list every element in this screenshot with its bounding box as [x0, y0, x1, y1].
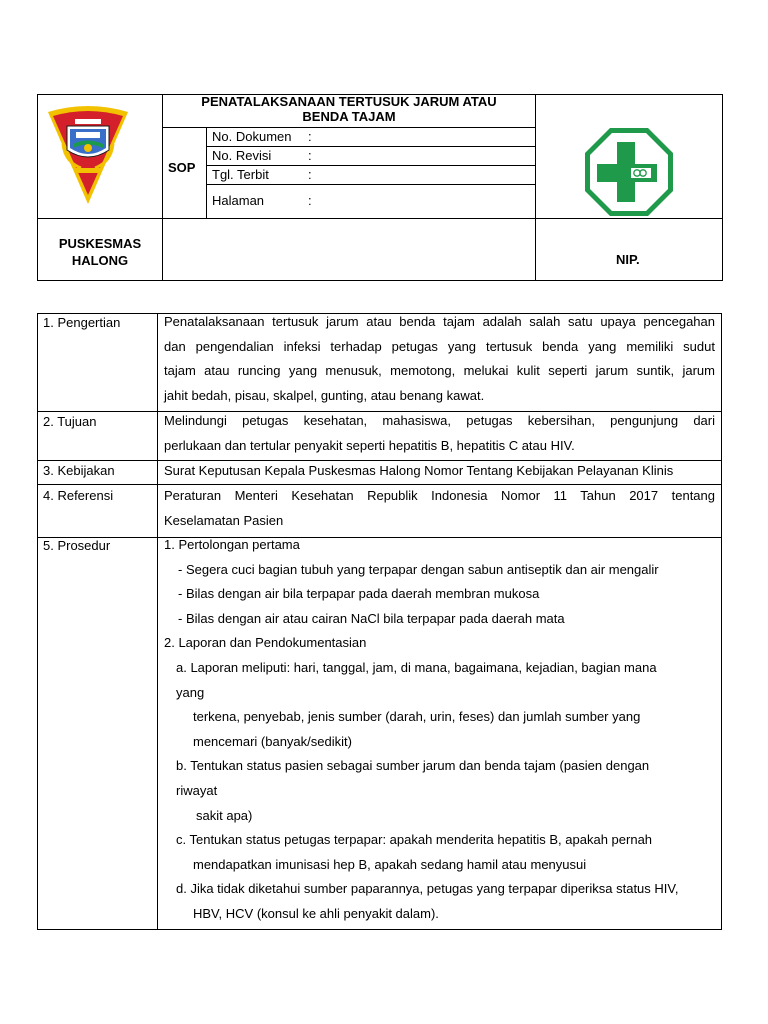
prosedur-line: HBV, HCV (konsul ke ahli penyakit dalam). [193, 905, 439, 921]
organisation-line2: HALONG [71, 253, 129, 268]
kebijakan-content [164, 459, 715, 484]
organisation-line1: PUSKESMAS [58, 236, 142, 251]
tujuan-line: perlukaan dan tertular penyakit seperti hepatitis B, hepatitis C atau HIV. [164, 437, 575, 453]
organisation-name [38, 235, 162, 269]
document-title-line1: PENATALAKSANAAN TERTUSUK JARUM ATAU [201, 94, 497, 109]
prosedur-line: yang [176, 684, 205, 700]
prosedur-line: c. Tentukan status petugas terpapar: apakah menderita hepatitis B, apakah pernah [176, 832, 653, 848]
halaman-value: : [308, 193, 312, 208]
prosedur-line: riwayat [176, 782, 218, 798]
no-dokumen-label: No. Dokumen [212, 129, 292, 144]
tgl-terbit-label: Tgl. Terbit [212, 167, 269, 182]
no-revisi-value: : [308, 148, 312, 163]
prosedur-line: - Segera cuci bagian tubuh yang terpapar dengan sabun antiseptik dan air mengalir [178, 561, 659, 577]
tgl-terbit-value: : [308, 167, 312, 182]
halaman-label: Halaman [212, 193, 265, 208]
prosedur-line: b. Tentukan status pasien sebagai sumber jarum dan benda tajam (pasien dengan [176, 758, 650, 774]
prosedur-line: a. Laporan meliputi: hari, tanggal, jam, di mana, bagaimana, kejadian, bagian mana [176, 659, 657, 675]
nip-label: NIP. [616, 252, 640, 267]
referensi-label: 4. Referensi [43, 488, 114, 503]
prosedur-line: - Bilas dengan air atau cairan NaCl bila terpapar pada daerah mata [178, 610, 565, 626]
pengertian-line: tajam atau runcing yang menusuk, memotong, melukai kulit seperti jarum suntik, jarum [164, 363, 715, 379]
pengertian-line: Penatalaksanaan tertusuk jarum atau benda tajam adalah salah satu upaya pencegahan [164, 314, 715, 329]
prosedur-line: mencemari (banyak/sedikit) [193, 733, 352, 749]
pengertian-label: 1. Pengertian [43, 315, 121, 330]
sop-label: SOP [168, 160, 196, 175]
tujuan-line: Melindungi petugas kesehatan, mahasiswa, petugas kebersihan, pengunjung dari [164, 413, 715, 428]
pengertian-line: jahit bedah, pisau, skalpel, gunting, atau benang kawat. [164, 387, 485, 403]
prosedur-label: 5. Prosedur [43, 538, 111, 553]
referensi-line: Keselamatan Pasien [164, 512, 284, 528]
prosedur-line: d. Jika tidak diketahui sumber paparannya, petugas yang terpapar diperiksa status HIV, [176, 881, 679, 897]
pengertian-content [164, 310, 715, 408]
document-title-line2: BENDA TAJAM [302, 109, 396, 124]
prosedur-line: terkena, penyebab, jenis sumber (darah, urin, feses) dan jumlah sumber yang [193, 709, 641, 725]
no-revisi-label: No. Revisi [212, 148, 272, 163]
prosedur-line: - Bilas dengan air bila terpapar pada daerah membran mukosa [178, 586, 540, 602]
kebijakan-label: 3. Kebijakan [43, 463, 115, 478]
referensi-content [164, 484, 715, 533]
prosedur-line: sakit apa) [196, 807, 253, 823]
no-dokumen-value: : [308, 129, 312, 144]
referensi-line: Peraturan Menteri Kesehatan Republik Indonesia Nomor 11 Tahun 2017 tentang [164, 488, 715, 503]
tujuan-label: 2. Tujuan [43, 414, 97, 429]
kebijakan-line: Surat Keputusan Kepala Puskesmas Halong Nomor Tentang Kebijakan Pelayanan Klinis [164, 463, 674, 478]
prosedur-line: 1. Pertolongan pertama [164, 537, 300, 552]
prosedur-line: mendapatkan imunisasi hep B, apakah sedang hamil atau menyusui [193, 856, 587, 872]
puskesmas-cross-logo-icon [583, 126, 675, 218]
pengertian-line: dan pengendalian infeksi terhadap petugas yang tertusuk benda yang memiliki sudut [164, 338, 715, 354]
prosedur-line: 2. Laporan dan Pendokumentasian [164, 635, 367, 651]
tujuan-content [164, 409, 715, 458]
document-title [163, 94, 535, 124]
regency-emblem-icon [45, 104, 131, 208]
prosedur-content [164, 533, 715, 927]
